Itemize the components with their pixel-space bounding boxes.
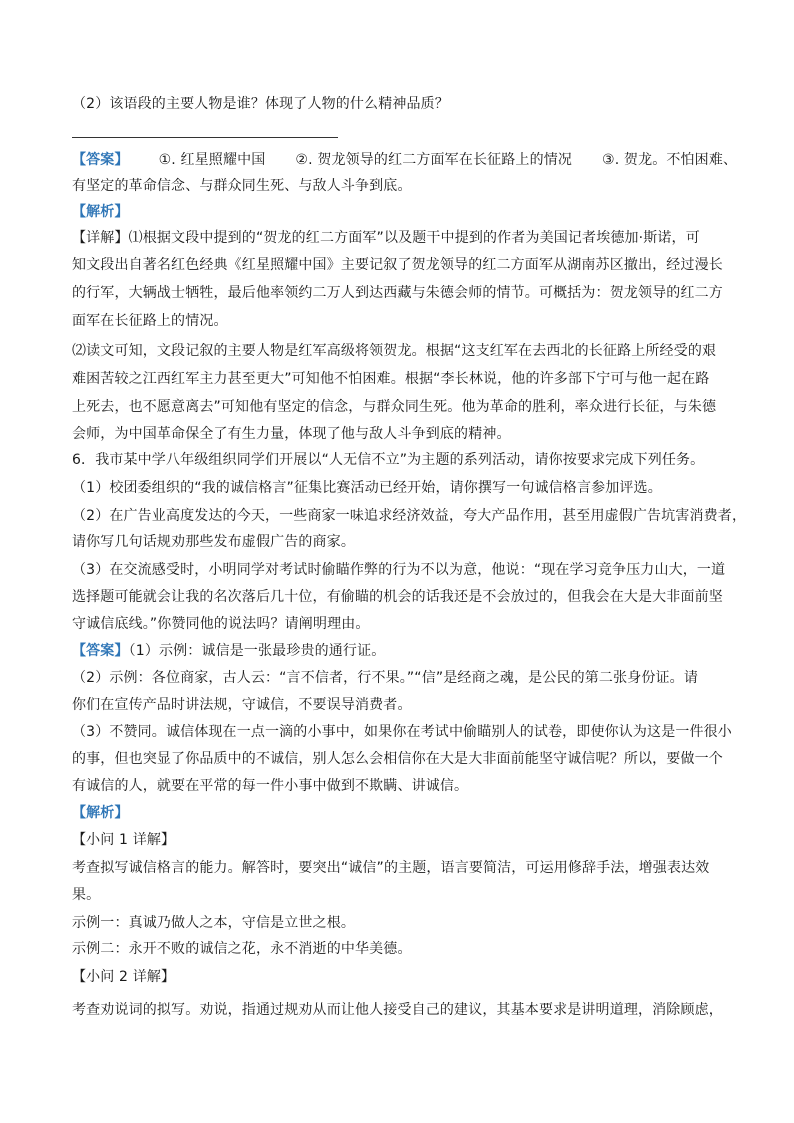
question-6-part-1: （1）校团委组织的“我的诚信格言”征集比赛活动已经开始，请你撰写一句诚信格言参加评选。	[72, 480, 662, 496]
analysis-line: 会师，为中国革命保全了有生力量，体现了他与敌人斗争到底的精神。	[72, 426, 511, 442]
answer-2-part-3: （3）不赞同。诚信体现在一点一滴的小事中，如果你在考试中偷瞄别人的试卷，即使你认为这是一件很小	[72, 724, 732, 740]
answer-2-part-3: 的事，但也突显了你品质中的不诚信，别人怎么会相信你在大是大非面前能坚守诚信呢？所以，要做一个	[72, 751, 723, 767]
example-2: 示例二：永开不败的诚信之花，永不消逝的中华美德。	[72, 941, 412, 957]
analysis-line: 难困苦较之江西红军主力甚至更大”可知他不怕困难。根据“李长林说，他的许多部下宁可与他一起在路	[72, 371, 710, 387]
question-6-part-3: 守诚信底线。”你赞同他的说法吗？请阐明理由。	[72, 616, 370, 632]
question-6-part-3: 选择题可能就会让我的名次落后几十位，有偷瞄的机会的话我还是不会放过的，但我会在大是大非面前坚	[72, 589, 723, 605]
sub-question-2-heading: 【小问 2 详解】	[72, 969, 176, 985]
question-6-part-3: （3）在交流感受时，小明同学对考试时偷瞄作弊的行为不以为意，他说：“现在学习竞争压力山大，一道	[72, 562, 726, 578]
answer-option-1: ①. 红星照耀中国	[158, 152, 266, 168]
answer-option-2: ②. 贺龙领导的红二方面军在长征路上的情况	[295, 152, 573, 168]
question-6-part-2: （2）在广告业高度发达的今天，一些商家一味追求经济效益，夸大产品作用，甚至用虚假广告坑害消费者，	[72, 508, 747, 524]
analysis-line: 面军在长征路上的情况。	[72, 313, 228, 329]
sub-question-2-text: 考查劝说词的拟写。劝说，指通过规劝从而让他人接受自己的建议，其基本要求是讲明道理，消除顾虑，	[72, 1002, 723, 1018]
analysis-line: 上死去，也不愿意离去”可知他有坚定的信念，与群众同生死。他为革命的胜利，率众进行长征，与朱德	[72, 399, 717, 415]
answer-2-part-2: （2）示例：各位商家，古人云：“言不信者，行不果。”“信”是经商之魂，是公民的第二张身份证。请	[72, 670, 698, 686]
answer-line-2: 有坚定的革命信念、与群众同生死、与敌人斗争到底。	[72, 178, 412, 194]
answer-blank-line	[72, 137, 338, 138]
analysis-tag: 【解析】	[72, 204, 129, 220]
answer-option-3: ③. 贺龙。不怕困难、	[602, 152, 738, 168]
answer-2-part-2: 你们在宣传产品时讲法规，守诚信，不要误导消费者。	[72, 697, 412, 713]
analysis-line: 知文段出自著名红色经典《红星照耀中国》主要记叙了贺龙领导的红二方面军从湖南苏区撤出，经过漫长	[72, 257, 723, 273]
question-2: （2）该语段的主要人物是谁？体现了人物的什么精神品质？	[72, 96, 449, 112]
question-6: 6．我市某中学八年级组织同学们开展以“人无信不立”为主题的系列活动，请你按要求完成下列任务。	[72, 452, 705, 468]
answer-tag: 【答案】	[72, 152, 129, 168]
analysis-line: 【详解】⑴根据文段中提到的“贺龙的红二方面军”以及题干中提到的作者为美国记者埃德加·斯诺，可	[72, 230, 700, 246]
answer-2-part-3: 有诚信的人，就要在平常的每一件小事中做到不欺瞒、讲诚信。	[72, 778, 469, 794]
sub-question-1-text: 果。	[72, 887, 101, 903]
analysis-line: ⑵读文可知，文段记叙的主要人物是红军高级将领贺龙。根据“这支红军在去西北的长征路上所经受的艰	[72, 343, 717, 359]
sub-question-1-heading: 【小问 1 详解】	[72, 832, 176, 848]
analysis-line: 的行军，大辆战士牺牲，最后他率领约二万人到达西藏与朱德会师的情节。可概括为：贺龙领导的红二方	[72, 285, 723, 301]
example-1: 示例一：真诚乃做人之本，守信是立世之根。	[72, 915, 355, 931]
answer-tag: 【答案】	[72, 643, 129, 659]
question-6-part-2: 请你写几句话规劝那些发布虚假广告的商家。	[72, 534, 355, 550]
answer-line-1	[72, 150, 738, 170]
analysis-tag: 【解析】	[72, 805, 129, 821]
sub-question-1-text: 考查拟写诚信格言的能力。解答时，要突出“诚信”的主题，语言要简洁，可运用修辞手法，增强表达效	[72, 860, 710, 876]
answer-2-line-1	[72, 641, 722, 661]
answer-2-part-1: （1）示例：诚信是一张最珍贵的通行证。	[128, 643, 386, 659]
